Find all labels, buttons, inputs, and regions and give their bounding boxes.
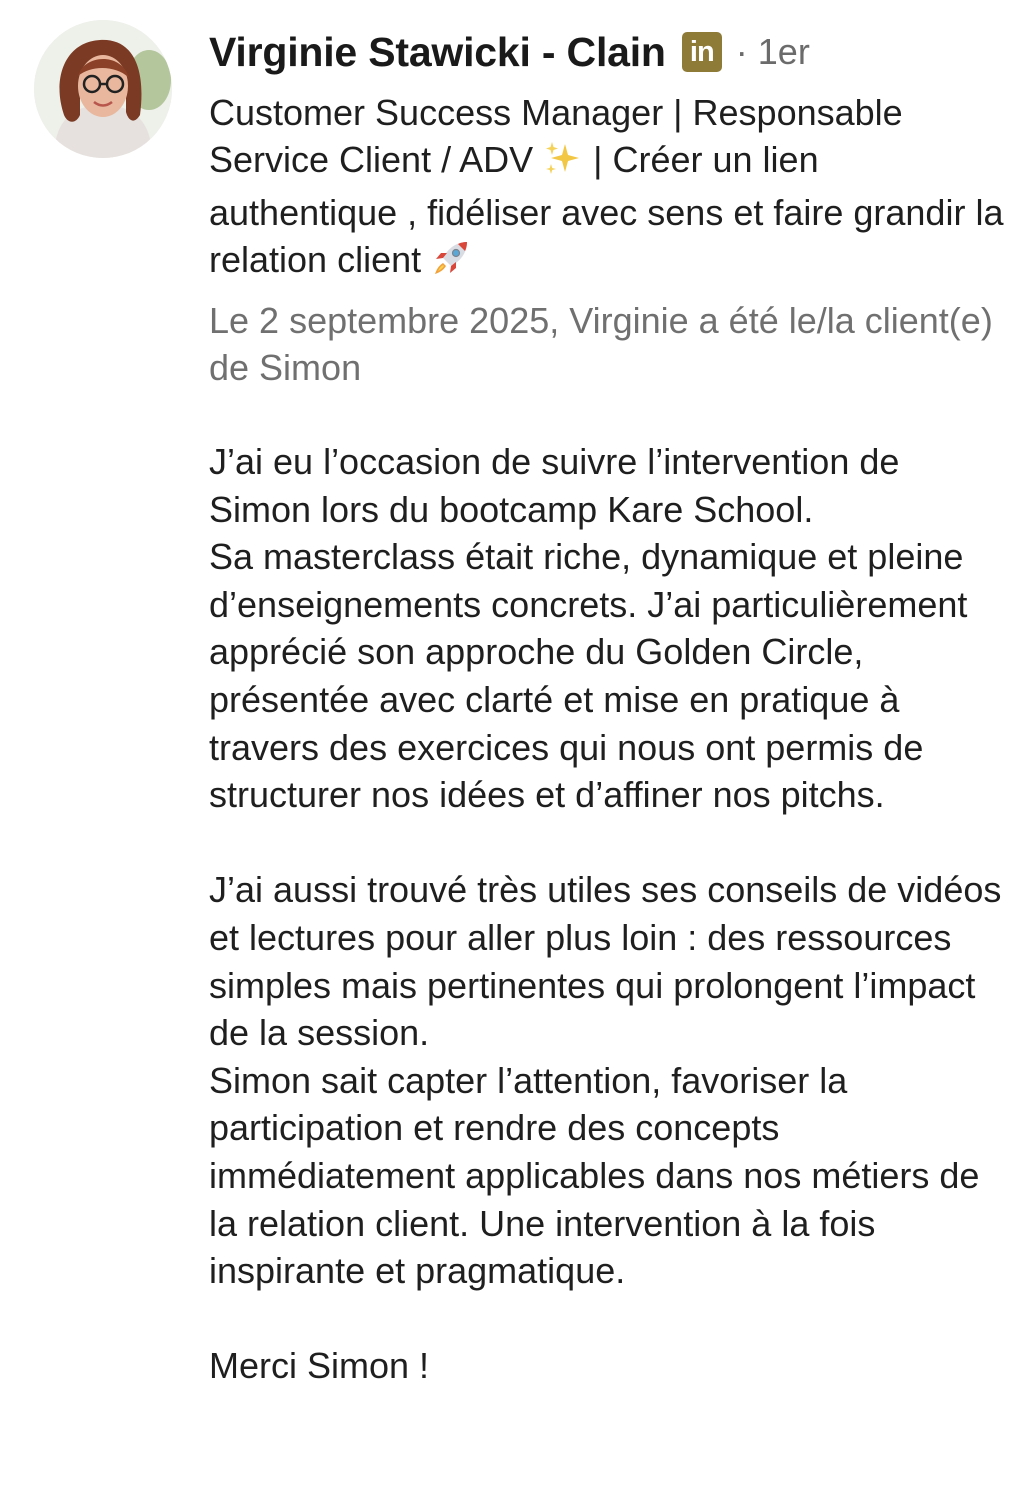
headline-text-2: | Créer un lien authentique , fidéliser avec sens et faire grandir la relation client: [209, 139, 1004, 280]
recommendation-meta: Le 2 septembre 2025, Virginie a été le/la client(e) de Simon: [209, 300, 993, 388]
rocket-icon: [431, 238, 471, 289]
headline-text-1: Customer Success Manager | Responsable Service Client / ADV: [209, 92, 903, 180]
linkedin-icon: in: [682, 32, 722, 72]
author-row: [209, 22, 1009, 82]
author-name[interactable]: Virginie Stawicki - Clain: [209, 28, 666, 75]
avatar[interactable]: [34, 20, 172, 158]
avatar-photo-icon: [34, 20, 172, 158]
recommendation-content: [209, 22, 1009, 1390]
recommendation-text: J’ai eu l’occasion de suivre l’intervention de Simon lors du bootcamp Kare School. Sa masterclass était riche, dynamique et pleine d’enseignements concrets. J’ai particulièrement apprécié son approche du Golden Circle, présentée avec clarté et mise en pratique à travers des exercices qui nous ont permis de structurer nos idées et d’affiner nos pitchs. J’ai aussi trouvé très utiles ses conseils de vidéos et lectures pour aller plus loin : des ressources simples mais pertinentes qui prolongent l’impact de la session. Simon sait capter l’attention, favoriser la participation et rendre des concepts immédiatement applicables dans nos métiers de la relation client. Une intervention à la fois inspirante et pragmatique. Merci Simon !: [209, 441, 1002, 1387]
connection-degree: · 1er: [735, 31, 810, 72]
sparkles-icon: [543, 140, 583, 189]
author-headline: [209, 89, 1009, 289]
